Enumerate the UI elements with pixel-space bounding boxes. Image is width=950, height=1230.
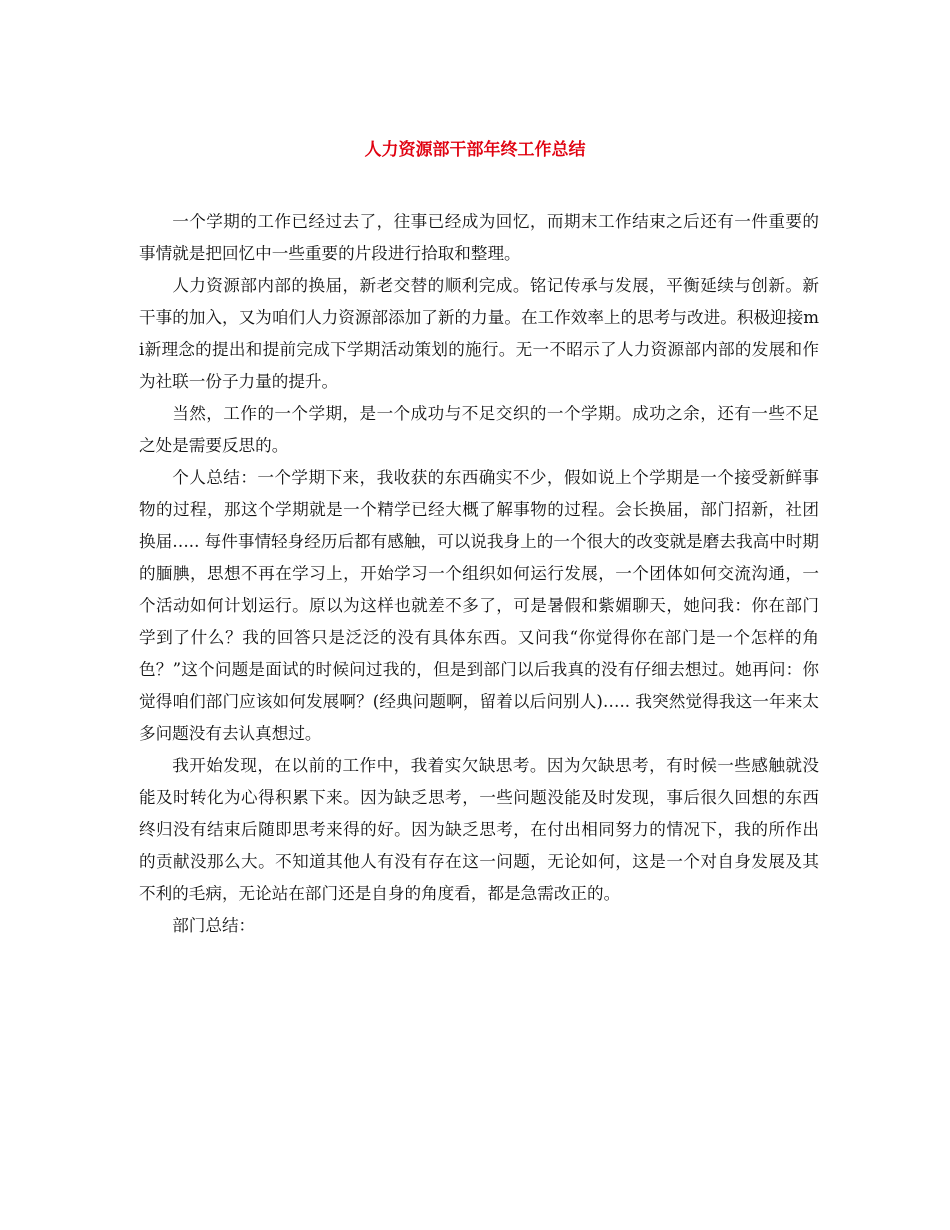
paragraph: 人力资源部内部的换届，新老交替的顺利完成。铭记传承与发展，平衡延续与创新。新干事的加入，又为咱们人力资源部添加了新的力量。在工作效率上的思考与改进。积极迎接mi新理念的提出和提前完成下学期活动策划的施行。无一不昭示了人力资源部内部的发展和作为社联一份子力量的提升。 bbox=[139, 276, 819, 391]
paragraph: 一个学期的工作已经过去了，往事已经成为回忆，而期末工作结束之后还有一件重要的事情就是把回忆中一些重要的片段进行拾取和整理。 bbox=[139, 212, 819, 263]
paragraph: 个人总结：一个学期下来，我收获的东西确实不少，假如说上个学期是一个接受新鲜事物的过程，那这个学期就是一个精学已经大概了解事物的过程。会长换届，部门招新，社团换届….. 每件事情轻身经历后都有感触，可以说我身上的一个很大的改变就是磨去我高中时期的腼腆，思想不再在学习上，开始学习一个组织如何运行发展，一个团体如何交流沟通，一个活动如何计划运行。原以为这样也就差不多了，可是暑假和紫媚聊天，她问我：你在部门学到了什么？我的回答只是泛泛的没有具体东西。又问我“你觉得你在部门是一个怎样的角色？”这个问题是面试的时候问过我的，但是到部门以后我真的没有仔细去想过。她再问：你觉得咱们部门应该如何发展啊？(经典问题啊，留着以后问别人)….. 我突然觉得我这一年来太多问题没有去认真想过。 bbox=[139, 468, 819, 743]
document-title: 人力资源部干部年终工作总结 bbox=[364, 140, 586, 160]
paragraph: 我开始发现，在以前的工作中，我着实欠缺思考。因为欠缺思考，有时候一些感触就没能及时转化为心得积累下来。因为缺乏思考，一些问题没能及时发现，事后很久回想的东西终归没有结束后随即思考来得的好。因为缺乏思考，在付出相同努力的情况下，我的所作出的贡献没那么大。不知道其他人有没有存在这一问题，无论如何，这是一个对自身发展及其不利的毛病，无论站在部门还是自身的角度看，都是急需改正的。 bbox=[139, 756, 819, 903]
document-body bbox=[139, 206, 819, 942]
paragraph: 部门总结： bbox=[172, 916, 256, 935]
paragraph: 当然，工作的一个学期，是一个成功与不足交织的一个学期。成功之余，还有一些不足之处是需要反思的。 bbox=[139, 404, 819, 455]
